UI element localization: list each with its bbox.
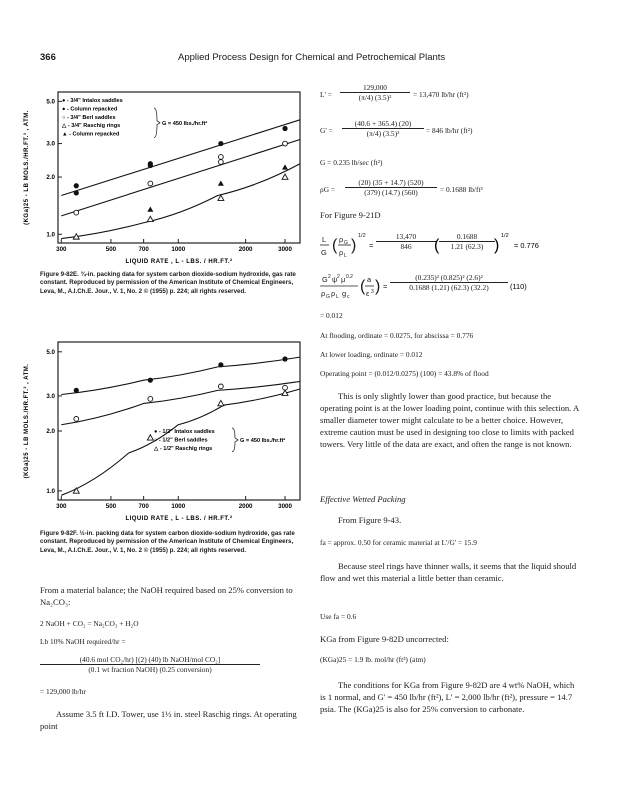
- x-tick-label: 2000: [238, 246, 253, 253]
- curve-raschig: [61, 164, 300, 239]
- legend-entry: ○ - 1/2" Berl saddles: [154, 437, 208, 444]
- data-point-open-circle: [148, 396, 153, 401]
- left-paragraph-1: From a material balance; the NaOH required based on 25% conversion to Na₂CO₃:: [40, 585, 293, 607]
- y-tick-label: 2.0: [46, 174, 55, 182]
- x-tick-label: 300: [56, 246, 67, 253]
- eq-L-result: = 13,470 lb/hr (ft²): [413, 90, 469, 99]
- data-point-open-circle: [218, 160, 223, 165]
- left-eq-naoh-fraction: [40, 655, 260, 674]
- legend-gas-rate: G = 450 lbs./hr.ft²: [240, 437, 286, 444]
- left-eq-result: = 129,000 lb/hr: [40, 687, 86, 696]
- legend-entry: ● - 3/4" Intalox saddles: [62, 98, 123, 104]
- y-tick-label: 1.0: [46, 487, 55, 495]
- x-tick-label: 2000: [238, 503, 253, 510]
- flooding-line: At flooding, ordinate = 0.0275, for abscissa = 0.776: [320, 331, 474, 340]
- x-tick-label: 3000: [278, 503, 292, 510]
- running-title: Applied Process Design for Chemical and Petrochemical Plants: [178, 52, 446, 63]
- y-tick-label: 1.0: [46, 231, 55, 239]
- x-axis-label: LIQUID RATE , L - LBS. / HR.FT.²: [125, 259, 233, 265]
- figure-reference: For Figure 9-21D: [320, 210, 381, 220]
- eq-L-fraction: [340, 83, 410, 102]
- y-tick-label: 2.0: [46, 427, 55, 435]
- x-tick-label: 700: [138, 246, 149, 253]
- svg-text:): ): [375, 278, 381, 295]
- legend-entry: △ - 3/4" Raschig rings: [62, 123, 121, 130]
- y-tick-label: 3.0: [46, 392, 55, 400]
- data-point-filled-circle: [218, 362, 223, 367]
- svg-text:=: =: [369, 241, 374, 250]
- data-point-filled-triangle: [147, 207, 153, 212]
- kga-line: KGa from Figure 9-82D uncorrected:: [320, 634, 449, 644]
- data-point-open-triangle: [73, 488, 79, 493]
- data-point-open-circle: [74, 417, 79, 422]
- data-point-filled-circle: [148, 163, 153, 168]
- eq-G-fraction: [342, 119, 424, 138]
- eq-rho-result: = 0.1688 lb/ft³: [440, 185, 483, 194]
- svg-text:L: L: [322, 235, 327, 244]
- data-point-filled-circle: [74, 388, 79, 393]
- data-point-open-triangle: [147, 435, 153, 440]
- svg-text:G: G: [321, 248, 327, 257]
- eq-G-num: (40.6 + 365.4) (20): [354, 119, 412, 128]
- kga-value-line: (KGa)25 = 1.9 lb. mol/hr (ft³) (atm): [320, 655, 426, 664]
- right-paragraph-2: From Figure 9-43.: [338, 515, 402, 525]
- operating-point-line: Operating point = (0.012/0.0275) (100) = 43.8% of flood: [320, 369, 489, 378]
- legend-brace: [154, 108, 160, 138]
- x-tick-label: 300: [56, 503, 67, 510]
- eq-abscissa-right-num: 0.1688: [456, 232, 478, 241]
- fraction-numerator: (40.6 mol CO₂/hr) [(2) (40) lb NaOH/mol CO₂]: [79, 655, 221, 664]
- svg-text:ρ: ρ: [339, 248, 344, 257]
- eq-ordinate-num: (0.235)² (0.825)² (2.6)²: [415, 273, 483, 282]
- curve-intalox: [61, 357, 300, 394]
- svg-text:2: 2: [328, 274, 331, 280]
- svg-text:g: g: [342, 289, 347, 298]
- svg-text:L: L: [336, 294, 339, 300]
- svg-text:): ): [351, 237, 357, 254]
- svg-text:G: G: [322, 275, 328, 284]
- legend-entry: ○ - 3/4" Berl saddles: [62, 114, 116, 121]
- fa-line: fa = approx. 0.50 for ceramic material at L'/G' = 15.9: [320, 538, 477, 547]
- figure-9-82E-caption: Figure 9-82E. ¾-in. packing data for system carbon dioxide-sodium hydroxide, gas rate constant. Reproduced by permission of the American Institute of Chemical Engineers, Leva, M., A.I.Ch.E. Jour., V. 1, No. 2 © (1955) p. 224; all rights reserved.: [40, 271, 296, 295]
- data-point-open-triangle: [147, 216, 153, 221]
- plot-frame: [58, 342, 300, 500]
- svg-text:G: G: [344, 240, 348, 246]
- x-tick-label: 500: [105, 246, 117, 253]
- data-point-filled-circle: [148, 378, 153, 383]
- left-paragraph-2: Assume 3.5 ft I.D. Tower, use 1½ in. steel Raschig rings. At operating point: [40, 709, 297, 731]
- svg-text:3: 3: [371, 289, 374, 295]
- left-eq-naoh: Lb 10% NaOH required/hr =: [40, 637, 126, 646]
- curve-berl: [61, 381, 300, 424]
- svg-text:(: (: [360, 278, 366, 295]
- use-fa-line: Use fa = 0.6: [320, 612, 357, 621]
- section-heading: Effective Wetted Packing: [320, 494, 406, 504]
- data-point-filled-triangle: [282, 164, 288, 169]
- x-axis-label: LIQUID RATE , L - LBS. / HR.FT.²: [125, 516, 233, 522]
- legend-entry: ▲ - Column repacked: [62, 131, 120, 138]
- eq-rho-num: (20) (35 + 14.7) (520): [358, 178, 424, 187]
- eq-abscissa: [318, 228, 608, 268]
- svg-text:ε: ε: [366, 289, 370, 298]
- eq-L-lhs: L' =: [320, 90, 332, 99]
- svg-text:(: (: [332, 237, 338, 254]
- svg-text:ρ: ρ: [321, 289, 326, 298]
- figure-9-82F-chart: [18, 334, 308, 526]
- legend-brace: [232, 428, 238, 452]
- svg-text:c: c: [347, 294, 350, 300]
- eq-ordinate-den: 0.1688 (1.21) (62.3) (32.2): [390, 282, 508, 292]
- svg-text:a: a: [367, 275, 372, 284]
- svg-text:ψ: ψ: [332, 275, 338, 284]
- eq-abscissa-mid-num: 13,470: [395, 232, 417, 241]
- data-point-filled-circle: [74, 190, 79, 195]
- left-eq-reaction: 2 NaOH + CO₂ = Na₂CO₃ + H₂O: [40, 619, 139, 628]
- eq-abscissa-result: = 0.776: [514, 241, 539, 250]
- eq-abscissa-right-den: 1.21 (62.3): [439, 241, 495, 251]
- eq-G-result: = 846 lb/hr (ft²): [426, 126, 473, 135]
- legend-entry: △ - 1/2" Raschig rings: [154, 445, 213, 452]
- eq-rho-fraction: [345, 178, 437, 197]
- svg-text:2: 2: [337, 274, 340, 280]
- svg-text:(: (: [434, 237, 440, 254]
- eq-G-den: (π/4) (3.5)²: [342, 128, 424, 138]
- eq-ordinate: [318, 270, 608, 306]
- x-tick-label: 500: [105, 503, 117, 510]
- svg-text:0.2: 0.2: [346, 274, 353, 280]
- svg-text:=: =: [383, 282, 388, 291]
- eq-L-num: 129,000: [362, 83, 388, 92]
- figure-9-82E-chart: [18, 84, 308, 269]
- eq-abscissa-mid-den: 846: [376, 241, 436, 251]
- data-point-open-triangle: [282, 174, 288, 179]
- y-tick-label: 3.0: [46, 140, 55, 148]
- fraction-numerator-den: (0.1 wt fraction NaOH) (0.25 conversion): [40, 664, 260, 674]
- eq-rho-lhs: ρG =: [320, 185, 336, 194]
- data-point-filled-circle: [74, 183, 79, 188]
- svg-text:1/2: 1/2: [501, 233, 509, 239]
- figure-9-82F-caption: Figure 9-82F. ½-in. packing data for system carbon dioxide-sodium hydroxide, gas rate constant. Reproduced by permission of the American Institute of Chemical Engineers, Leva, M., A.I.Ch.E. Jour., V. 1, No. 2 © (1955) p. 224; all rights reserved.: [40, 530, 295, 554]
- right-paragraph-1: This is only slightly lower than good practice, but because the operating point is at the lower loading point, continue with this selection. A smaller diameter tower might calculate to be a better choice. However, extreme caution must be used in designing too close to limits with packed towers. Very little of the data are exact, and often the range is not known.: [320, 391, 579, 449]
- data-point-filled-circle: [282, 126, 287, 131]
- data-point-filled-circle: [218, 141, 223, 146]
- y-axis-label: (KGa)25 - LB MOLS./HR.FT.³ , ATM.: [24, 110, 30, 225]
- legend-entry: ● - Column repacked: [62, 106, 118, 113]
- eq-L-den: (π/4) (3.5)²: [340, 92, 410, 102]
- svg-text:1/2: 1/2: [358, 233, 366, 239]
- data-point-open-circle: [218, 384, 223, 389]
- data-point-open-circle: [74, 210, 79, 215]
- x-tick-label: 3000: [278, 246, 292, 253]
- data-point-filled-circle: [282, 356, 287, 361]
- lower-loading-line: At lower loading, ordinate = 0.012: [320, 350, 423, 359]
- page-number: 366: [40, 52, 56, 63]
- data-point-open-triangle: [218, 195, 224, 200]
- x-tick-label: 1000: [171, 246, 186, 253]
- eq-G-lhs: G' =: [320, 126, 333, 135]
- data-point-open-circle: [283, 141, 288, 146]
- y-tick-label: 5.0: [46, 98, 55, 106]
- y-tick-label: 5.0: [46, 348, 55, 356]
- svg-text:G: G: [326, 294, 330, 300]
- legend-entry: ● - 1/2" Intalox saddles: [154, 429, 215, 435]
- eq-ordinate-factor: (110): [510, 282, 527, 291]
- data-point-open-triangle: [218, 400, 224, 405]
- eq-G-sec: G = 0.235 lb/sec (ft²): [320, 158, 383, 167]
- legend-gas-rate: G = 450 lbs./hr.ft²: [162, 120, 208, 127]
- svg-text:μ: μ: [341, 275, 346, 284]
- svg-text:ρ: ρ: [331, 289, 336, 298]
- svg-text:ρ: ρ: [339, 235, 344, 244]
- x-tick-label: 1000: [171, 503, 186, 510]
- data-point-filled-triangle: [218, 180, 224, 185]
- eq-rho-den: (379) (14.7) (560): [345, 187, 437, 197]
- right-paragraph-4: The conditions for KGa from Figure 9-82D are 4 wt% NaOH, which is 1 normal, and G' = 450 lb/hr (ft²), L' = 2,000 lb/hr (ft²), pressure = 14.7 psia. The (KGa)25 is also for 25% conversion to carbonate.: [320, 680, 575, 714]
- x-tick-label: 700: [138, 503, 149, 510]
- right-paragraph-3: Because steel rings have thinner walls, it seems that the liquid should flow and wet this material a little better than ceramic.: [320, 561, 577, 583]
- curve-berl: [61, 140, 300, 216]
- data-point-open-circle: [148, 181, 153, 186]
- svg-text:): ): [494, 237, 500, 254]
- svg-text:L: L: [344, 253, 347, 259]
- data-point-open-circle: [218, 155, 223, 160]
- eq-ordinate-result: = 0.012: [320, 311, 343, 320]
- y-axis-label: (KGa)25 - LB MOLS./HR.FT.³ , ATM.: [24, 363, 30, 479]
